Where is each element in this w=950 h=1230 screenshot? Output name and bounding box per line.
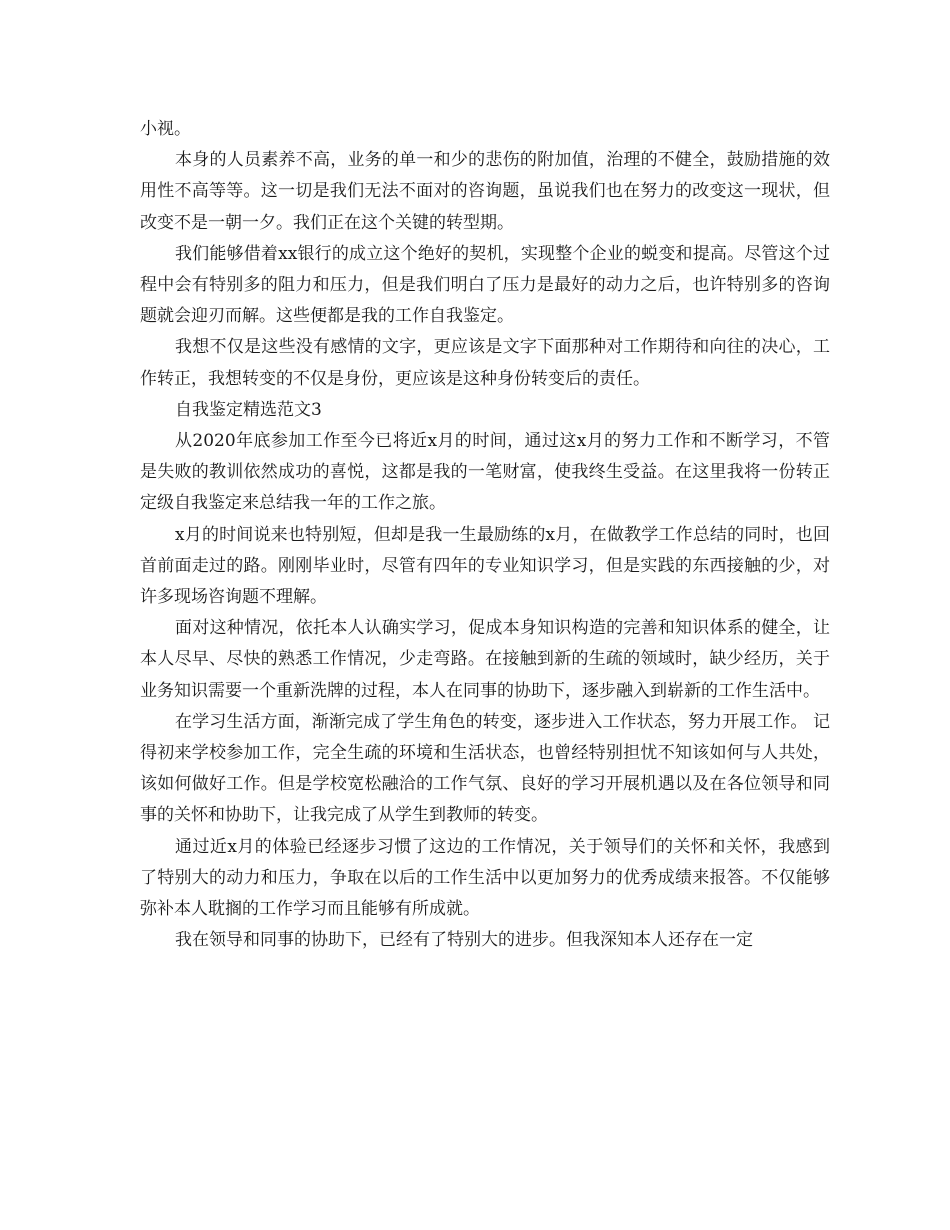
paragraph-0: 小视。 [140, 119, 191, 139]
paragraph-5: 从2020年底参加工作至今已将近x月的时间，通过这x月的努力工作和不断学习，不管是失败的教训依然成功的喜悦，这都是我的一笔财富，使我终生受益。在这里我将一份转正定级自我鉴定来总结我一年的工作之旅。 [140, 431, 830, 514]
paragraph-10: 我在领导和同事的协助下，已经有了特别大的进步。但我深知本人还存在一定 [175, 930, 753, 951]
paragraph-7: 面对这种情况，依托本人认确实学习，促成本身知识构造的完善和知识体系的健全，让本人尽早、尽快的熟悉工作情况，少走弯路。在接触到新的生疏的领域时，缺少经历，关于业务知识需要一个重新洗牌的过程，本人在同事的协助下，逐步融入到崭新的工作生活中。 [140, 618, 830, 701]
document-body [140, 114, 830, 956]
paragraph-8: 在学习生活方面，渐渐完成了学生角色的转变，逐步进入工作状态，努力开展工作。 记得初来学校参加工作，完全生疏的环境和生活状态，也曾经特别担忧不知该如何与人共处，该如何做好工作。但是学校宽松融洽的工作气氛、良好的学习开展机遇以及在各位领导和同事的关怀和协助下，让我完成了从学生到教师的转变。 [140, 711, 830, 826]
paragraph-1: 本身的人员素养不高，业务的单一和少的悲伤的附加值，治理的不健全，鼓励措施的效用性不高等等。这一切是我们无法不面对的咨询题，虽说我们也在努力的改变这一现状，但改变不是一朝一夕。我们正在这个关键的转型期。 [140, 150, 830, 233]
paragraph-9: 通过近x月的体验已经逐步习惯了这边的工作情况，关于领导们的关怀和关怀，我感到了特别大的动力和压力，争取在以后的工作生活中以更加努力的优秀成绩来报答。不仅能够弥补本人耽搁的工作学习而且能够有所成就。 [140, 836, 830, 920]
section-heading: 自我鉴定精选范文3 [175, 399, 322, 420]
paragraph-3: 我想不仅是这些没有感情的文字，更应该是文字下面那种对工作期待和向往的决心，工作转正，我想转变的不仅是身份，更应该是这种身份转变后的责任。 [140, 337, 830, 389]
paragraph-2: 我们能够借着xx银行的成立这个绝好的契机，实现整个企业的蜕变和提高。尽管这个过程中会有特别多的阻力和压力，但是我们明白了压力是最好的动力之后，也许特别多的咨询题就会迎刃而解。这些便都是我的工作自我鉴定。 [140, 243, 830, 327]
paragraph-6: x月的时间说来也特别短，但却是我一生最励练的x月，在做教学工作总结的同时，也回首前面走过的路。刚刚毕业时，尽管有四年的专业知识学习，但是实践的东西接触的少，对许多现场咨询题不理解。 [140, 524, 830, 608]
